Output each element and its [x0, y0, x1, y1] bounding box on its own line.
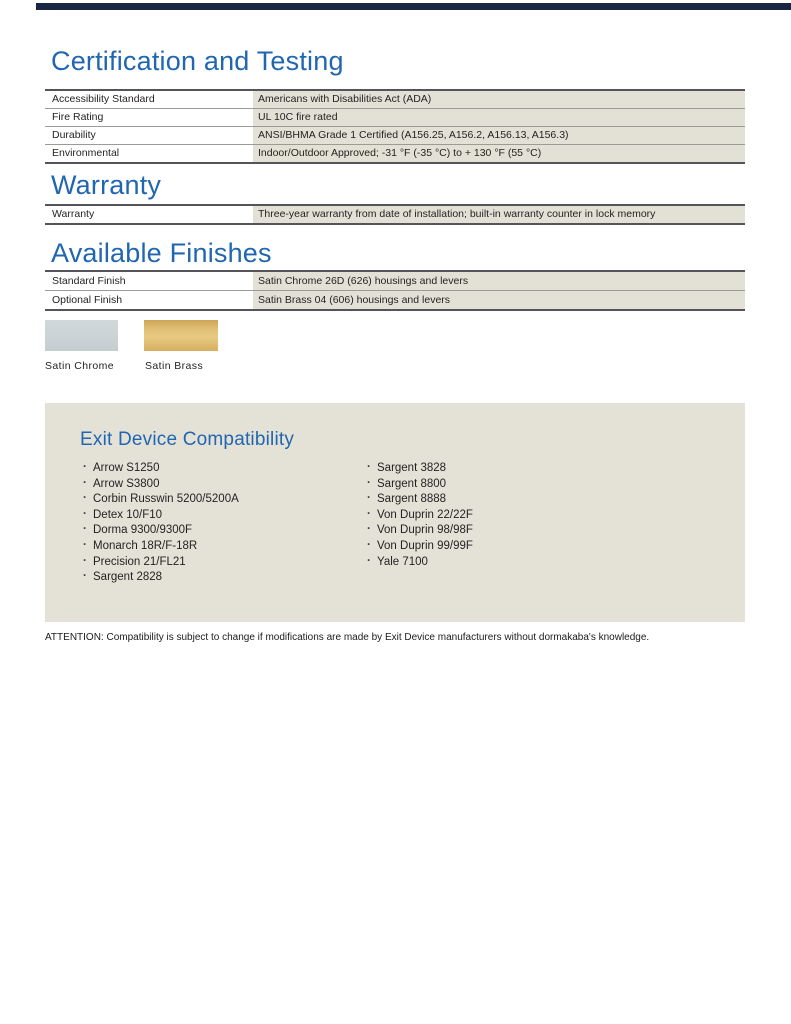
list-item: · Sargent 8800	[366, 477, 473, 493]
row-label: Optional Finish	[45, 291, 253, 309]
row-label: Accessibility Standard	[45, 91, 253, 108]
list-item: · Sargent 3828	[366, 461, 473, 477]
table-row	[45, 126, 745, 144]
table-row	[45, 144, 745, 162]
list-item: · Monarch 18R/F-18R	[82, 539, 366, 555]
exit-device-list-right	[366, 461, 473, 586]
list-item: · Detex 10/F10	[82, 508, 366, 524]
list-item: · Precision 21/FL21	[82, 555, 366, 571]
list-item: · Sargent 2828	[82, 570, 366, 586]
satin-brass-label: Satin Brass	[145, 360, 204, 372]
row-value: Satin Brass 04 (606) housings and levers	[253, 291, 745, 309]
table-row	[45, 91, 745, 108]
attention-note: ATTENTION: Compatibility is subject to change if modifications are made by Exit Device manufacturers without dormakaba's knowledge.	[45, 632, 650, 643]
list-item: · Arrow S1250	[82, 461, 366, 477]
satin-chrome-swatch	[45, 320, 118, 351]
section-title-warranty: Warranty	[51, 170, 162, 200]
satin-brass-swatch	[144, 320, 218, 351]
row-value: ANSI/BHMA Grade 1 Certified (A156.25, A156.2, A156.13, A156.3)	[253, 127, 745, 144]
exit-device-compatibility-title: Exit Device Compatibility	[80, 429, 295, 450]
satin-chrome-label: Satin Chrome	[45, 360, 114, 372]
list-item: · Von Duprin 99/99F	[366, 539, 473, 555]
certification-table	[45, 89, 745, 164]
warranty-table	[45, 204, 745, 225]
top-accent-bar	[36, 3, 791, 10]
table-row	[45, 108, 745, 126]
row-label: Environmental	[45, 145, 253, 162]
row-value: Three-year warranty from date of installation; built-in warranty counter in lock memory	[253, 206, 745, 223]
row-value: Satin Chrome 26D (626) housings and levers	[253, 272, 745, 290]
row-label: Standard Finish	[45, 272, 253, 290]
list-item: · Von Duprin 98/98F	[366, 523, 473, 539]
row-label: Fire Rating	[45, 109, 253, 126]
row-label: Durability	[45, 127, 253, 144]
section-title-available-finishes: Available Finishes	[51, 238, 272, 268]
finishes-table	[45, 270, 745, 311]
list-item: · Von Duprin 22/22F	[366, 508, 473, 524]
table-row	[45, 206, 745, 223]
row-label: Warranty	[45, 206, 253, 223]
exit-device-list-left	[82, 461, 366, 586]
section-title-certification: Certification and Testing	[51, 46, 344, 76]
row-value: Americans with Disabilities Act (ADA)	[253, 91, 745, 108]
row-value: Indoor/Outdoor Approved; -31 °F (-35 °C) to + 130 °F (55 °C)	[253, 145, 745, 162]
exit-device-lists	[82, 461, 473, 586]
list-item: · Dorma 9300/9300F	[82, 523, 366, 539]
list-item: · Arrow S3800	[82, 477, 366, 493]
list-item: · Sargent 8888	[366, 492, 473, 508]
list-item: · Corbin Russwin 5200/5200A	[82, 492, 366, 508]
row-value: UL 10C fire rated	[253, 109, 745, 126]
table-row	[45, 272, 745, 290]
table-row	[45, 290, 745, 309]
exit-device-compatibility-panel	[45, 403, 745, 622]
list-item: · Yale 7100	[366, 555, 473, 571]
